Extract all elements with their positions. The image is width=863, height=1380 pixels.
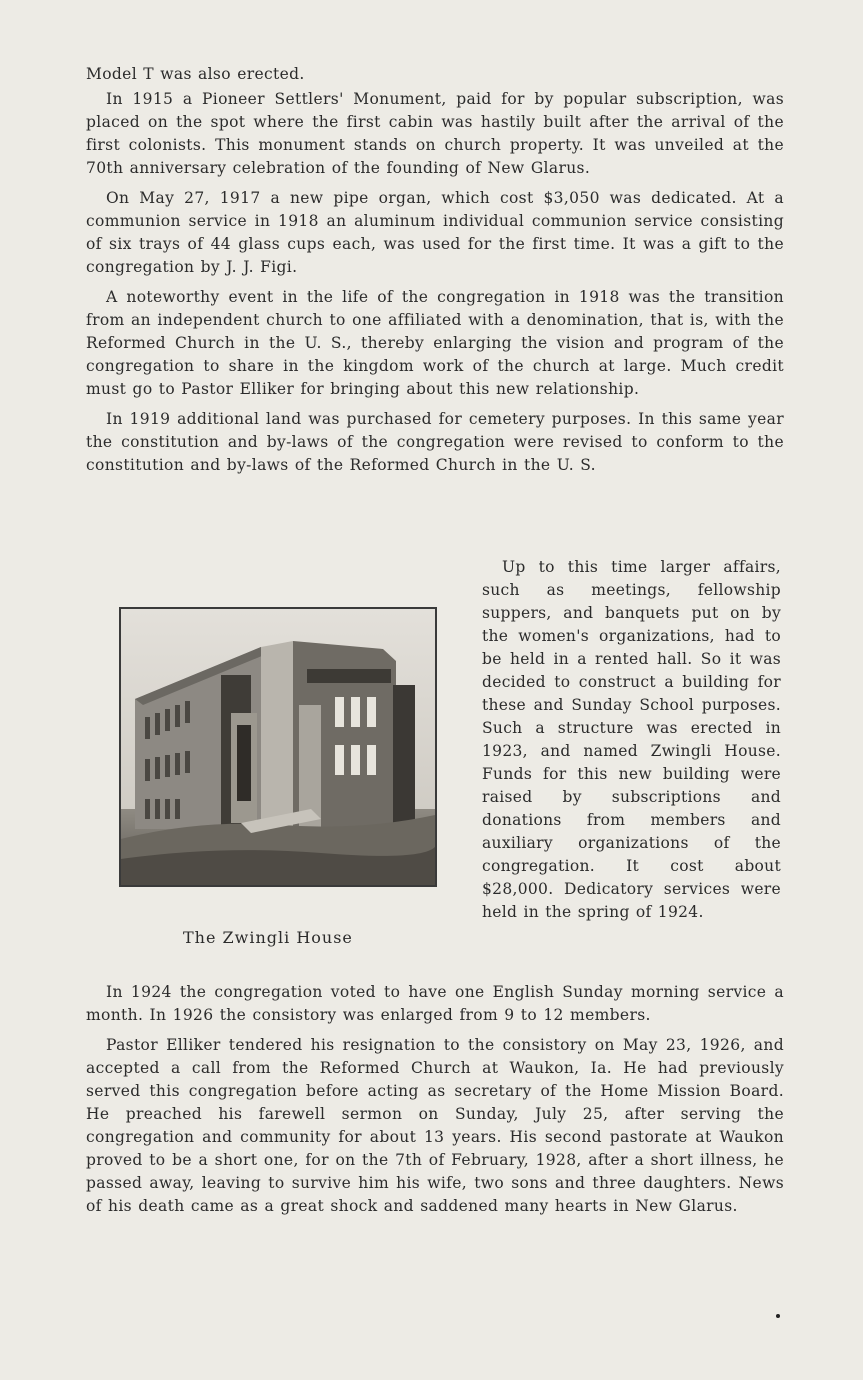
- paragraph-cemetery: In 1919 additional land was purchased for cemetery purposes. In this same year the constitution and by-laws of the congregation were revised to conform to the constitution and by-laws of the Reformed Church in the U. S.: [86, 410, 784, 474]
- paragraph-resignation: Pastor Elliker tendered his resignation to the consistory on May 23, 1926, and accepted a call from the Reformed Church at Waukon, Ia. He had previously served this congregation before acting as secretary of the Home Mission Board. He preached his farewell sermon on Sunday, July 25, after serving the congregation and community for about 13 years. His second pastorate at Waukon proved to be a short one, for on the 7th of February, 1928, after a short illness, he passed away, leaving to survive him his wife, two sons and three daughters. News of his death came as a great shock and saddened many hearts in New Glarus.: [86, 1036, 784, 1215]
- side-text-block: [482, 556, 781, 931]
- paragraph-organ: On May 27, 1917 a new pipe organ, which cost $3,050 was dedicated. At a communion service in 1918 an aluminum individual communion service consisting of six trays of 44 glass cups each, was used for the first time. It was a gift to the congregation by J. J. Figi.: [86, 189, 784, 276]
- paragraph-monument: In 1915 a Pioneer Settlers' Monument, paid for by popular subscription, was placed on the spot where the first cabin was hastily built after the arrival of the first colonists. This monument stands on church property. It was unveiled at the 70th anniversary celebration of the founding of New Glarus.: [86, 90, 784, 177]
- top-text-block: [86, 63, 784, 484]
- zwingli-house-photo: [119, 607, 437, 887]
- paragraph-continuation: Model T was also erected.: [86, 65, 305, 83]
- photo-caption: The Zwingli House: [183, 928, 353, 947]
- print-speck: [776, 1314, 780, 1318]
- bottom-text-block: [86, 981, 784, 1225]
- paragraph-english-service: In 1924 the congregation voted to have one English Sunday morning service a month. In 1926 the consistory was enlarged from 9 to 12 members.: [86, 983, 784, 1024]
- paragraph-zwingli-house: Up to this time larger affairs, such as meetings, fellowship suppers, and banquets put on by the women's organizations, had to be held in a rented hall. So it was decided to construct a building for these and Sunday School purposes. Such a structure was erected in 1923, and named Zwingli House. Funds for this new building were raised by subscriptions and donations from members and auxiliary organizations of the congregation. It cost about $28,000. Dedicatory services were held in the spring of 1924.: [482, 558, 781, 921]
- paragraph-denomination: A noteworthy event in the life of the congregation in 1918 was the transition from an independent church to one affiliated with a denomination, that is, with the Reformed Church in the U. S., thereby enlarging the vision and program of the congregation to share in the kingdom work of the church at large. Much credit must go to Pastor Elliker for bringing about this new relationship.: [86, 288, 784, 398]
